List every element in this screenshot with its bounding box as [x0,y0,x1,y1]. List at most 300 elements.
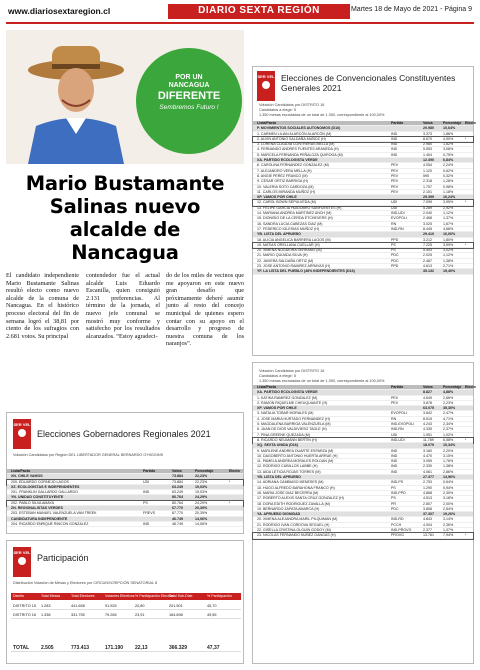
table-cell: PEV [391,395,399,400]
table-cell: 35.132 [423,269,434,274]
table-cell: 3. LORENA CLAUDIA CONTRERAS MELLA (M) [257,142,335,147]
table-cell: XN. CHILE VAMOS [11,474,43,479]
table-cell: 2,20% [443,448,454,453]
table-cell: * [465,136,467,141]
card-meta: Votación Candidatos por DISTRITO 16 Candidatos a elegir: 5 1.350 mesas escrutadas de un total de 1.350, correspondiente al 100,00% [259,103,385,117]
table-cell: 27.377 [423,475,434,480]
table-cell: 4.868 [423,490,432,495]
table-cell: 202. PABLO SILVA AMAYA [11,500,55,505]
table-cell: XA. PARTIDO ECOLOGISTA VERDE [257,390,318,395]
table-cell: 1. KATIKA RAMIREZ GONZALEZ (M) [257,395,318,400]
table-cell: 2,36% [443,522,454,527]
column-header: Lista/Pacto [257,385,277,389]
table-cell: IND-EVOPOLI [391,422,415,427]
table-cell: % Participación Efectiva [135,594,174,598]
campaign-slogan [144,74,234,112]
servel-logo: SER VEL [13,547,31,577]
table-cell: 5. MARCELA FERNANDA PEÑALOZA QUIROGA (M) [257,152,343,157]
table-cell: 1. CARMEN LILIAN ALARCÓN ALARCÓN (M) [257,131,332,136]
table-cell: 67.770 [172,506,183,511]
table-cell: IND-UDI [391,437,405,442]
title-line: Nancagua [71,241,179,264]
table-cell: 331.755 [71,613,85,617]
site-url[interactable]: www.diariosextaregion.cl [8,6,111,16]
table-cell: PDC [391,253,399,258]
table-cell: 2.980 [423,142,432,147]
table-cell: EVOPOLI [391,411,407,416]
table-cell: 16. MARIA JOSE DIAZ BECERRA (M) [257,490,319,495]
table-cell: 63.075 [423,406,434,411]
table-cell: 2.377 [423,528,432,533]
table-cell: 2,00% [443,501,454,506]
table-cell: 22,23% [195,474,208,479]
table-cell: 6. CAROLINA FERNANDEZ GONZALEZ (M) [257,163,329,168]
table-cell: 0,64% [443,480,454,485]
table-cell: 1.290 [423,485,432,490]
table-cell: IND [391,459,398,464]
table-cell: 5. MAGDALENA BARRIGA VALENZUELA (M) [257,422,331,427]
table-cell: 3,14% [443,517,454,522]
table-cell: 2,37% [443,427,454,432]
table-cell: * [465,200,467,205]
table-cell: 47,37 [207,645,220,651]
column-header: Porcentaje [443,385,462,389]
column-header: Electo [465,121,476,125]
table-cell: 8.445 [423,226,432,231]
table-cell: 1,02% [443,432,454,437]
table-cell: 2,34% [443,422,454,427]
table-cell: IND [391,464,398,469]
table-cell: 4.339 [423,427,432,432]
servel-logo: SER VEL [13,419,31,449]
table-cell: 0,32% [443,173,454,178]
table-row [11,603,241,610]
column-header: Partido [143,469,156,473]
table-cell: 29.410 [423,232,434,237]
table-cell: Total Sub-Distr. [169,594,194,598]
card-title: Elecciones Gobernadores Regionales 2021 [37,429,211,439]
table-cell: PCCH [391,522,402,527]
table-cell: PDC [391,506,399,511]
table-cell: 22,13 [135,645,148,651]
results-table [253,121,476,275]
table-cell: 45,70 [207,604,217,608]
table-cell: PPD [391,237,399,242]
table-cell: 80.764 [172,495,183,500]
table-cell: PR [391,501,396,506]
table-cell: PEV [391,400,399,405]
article-column-1: El candidato independiente Mario Bustamante Salinas resultó electo como nuevo alcalde de la comuna de Nancagua. En el histórico proceso electoral del fin de semana logró el 38,81 por ciento de los sufragios con 2.681 votos. Su principal [6,272,79,340]
table-cell: 7.099 [423,200,432,205]
table-cell: 11.789 [423,437,434,442]
column-header: Votos [423,385,433,389]
table-cell: 2,23% [443,400,454,405]
table-cell: 203. ESTEBAN MANUEL VALENZUELA VAN TREEK [11,511,97,516]
table-cell: Votantes Efectivos [105,594,135,598]
results-card-participacion [6,540,244,664]
table-cell: 2,66% [443,395,454,400]
table-cell: 1,37% [443,528,454,533]
table-cell: 2.487 [423,258,432,263]
table-row [253,533,473,538]
table-cell: 3,99% [443,242,454,247]
table-cell: 1,18% [443,189,454,194]
table-cell: 80.764 [172,500,183,505]
pact-row [253,269,473,274]
table-cell: 10. VALERIA SOTO CARDOZA (M) [257,184,314,189]
table-cell: PS [391,248,396,253]
table-row [7,522,243,527]
table-cell: 46.749 [172,521,183,526]
table-cell: Distrito [13,594,25,598]
table-cell: 1,38% [443,258,454,263]
table-cell: 37.307 [423,512,434,517]
results-table [7,469,243,527]
table-cell: % Participación [207,594,232,598]
table-cell: 2.807 [423,501,432,506]
table-cell: 6,58% [443,437,454,442]
table-cell: PEV [391,189,399,194]
table-cell: 19,03% [195,490,208,495]
masthead-name: DIARIO SEXTA REGIÓN [198,5,320,16]
table-cell: 2,47% [443,411,454,416]
table-cell: 24,29% [195,495,208,500]
table-cell: ZN. REGIONALISTAS VERDES [11,506,63,511]
table-cell: YB. LISTA DEL APRUEBO [257,232,301,237]
results-card-gobernadores [6,412,244,534]
table-cell: 20,39% [195,506,208,511]
table-cell: IND [391,469,398,474]
table-cell: 12. CAROL BOWN SEPULVEDA (M) [257,200,316,205]
column-header: Porcentaje [195,469,214,473]
table-cell: 2.025 [423,253,432,258]
table-cell: 0,62% [443,168,454,173]
table-cell: 4. FERNANDO ANDRES FUENTES ARANEDA (H) [257,147,339,152]
table-cell: 5.493 [423,248,432,253]
table-cell: 3,18% [443,496,454,501]
table-cell: IND-RD [391,517,404,522]
table-cell: 23. JOSE ANTONIO RAMIREZ ARRAYAS (H) [257,264,331,269]
table-cell: DISTRITO 15 [13,604,36,608]
column-header: Lista/Pacto [257,121,277,125]
table-cell: 2. ALVIN ANTONIO SALDAÑA MUÑOZ (H) [257,136,326,141]
column-header: Votos [423,121,433,125]
table-cell: 4.054 [423,163,432,168]
table-cell: UDI [391,432,398,437]
table-cell: 7.225 [423,242,432,247]
table-cell: 14. ADRIANA CAMBIASO MENESES (M) [257,480,324,485]
table-cell: 2. RAMON RIQUELME CHEUQUIANTE (H) [257,400,328,405]
table-cell: 4.843 [423,517,432,522]
table-cell: 10. DAGOBERTO ANTONIO HUERTA ARRUE (H) [257,453,338,458]
table-cell: IND [391,147,398,152]
table-cell: 23. NICOLAS FERNANDO NUÑEZ GANGAS (H) [257,533,336,538]
column-header: Electo [465,385,476,389]
table-cell: 595 [423,173,429,178]
table-cell: 35,30% [443,406,456,411]
table-cell: 0,94% [443,485,454,490]
results-table [253,385,476,539]
table-cell: 4.004 [423,522,432,527]
table-cell: 14. MARIANA ANDREA MARTINEZ ANCH (M) [257,211,332,216]
table-cell: PDC [391,258,399,263]
table-cell: 3,15% [443,453,454,458]
table-cell: 15. HUGO ALFREDO BARAHONA FRANCO (H) [257,485,335,490]
table-cell: 12.390 [423,158,434,163]
table-cell: 15. DIONISIO DE LA CERDA ETCHEVERS (H) [257,216,333,221]
table-cell: PEV [391,179,399,184]
table-cell: TOTAL [13,645,30,651]
table-cell: 20.980 [423,126,434,131]
table-cell: 2.318 [423,179,432,184]
table-cell: 22. GISELLA CRISTINA OLGUIN GODOY (M) [257,528,331,533]
table-cell: IND-RN [391,226,404,231]
table-cell: IND-PROVG [391,528,412,533]
table-cell: 21. RODRIGO IVAN CORDOVA SEGUEL (H) [257,522,330,527]
table-cell: P. MOVIMIENTOS SOCIALES AUTONOMOS (D16) [257,126,341,131]
table-cell: 18. DORA EDITH RODRIGUEZ ZAVALLA (M) [257,501,330,506]
table-cell: * [465,533,467,538]
table-cell: DISTRITO 16 [13,613,36,617]
slogan-line-1: POR UN [175,74,203,81]
table-cell: 7,94% [443,533,454,538]
table-cell: 0,98% [443,184,454,189]
table-cell: 1,38% [443,464,454,469]
table-cell: 8. RICARDO NEUMANN BERTIN (H) [257,437,317,442]
table-cell: 14,06% [195,521,208,526]
page-date: Martes 18 de Mayo de 2021 - Página 9 [350,6,472,13]
table-cell: 2,86% [443,469,454,474]
card-meta: Votación Candidatos por DISTRITO 16 Candidatos a elegir: 5 1.350 mesas escrutadas de un total de 1.350, correspondiente al 100,00% [259,369,385,383]
table-cell: 4,66% [443,226,454,231]
column-header: Votos [172,469,182,473]
table-cell: 3.025 [423,221,432,226]
table-cell: 7. ALEJANDRO VERA MELLA (H) [257,168,312,173]
table-cell: 8.670 [423,136,432,141]
table-cell: 24,29% [195,500,208,505]
table-cell: 4. JOSE MARIA HURTADO FERNANDEZ (H) [257,416,330,421]
table-cell: 10,64% [443,126,456,131]
table-cell: 3,08% [443,147,454,152]
table-cell: 19. BERNARDO ZAPATA AMARCA (H) [257,506,320,511]
table-cell: 19,26% [443,512,456,517]
table-cell: 29.399 [423,195,434,200]
table-row [11,612,241,619]
table-cell: 2.505 [41,645,54,651]
table-cell: 4.613 [423,264,432,269]
table-cell: CANDIDATURA INDEPENDIENTE [11,516,68,521]
table-cell: 1.951 [423,432,432,437]
table-cell: 79.265 [105,613,117,617]
table-cell: IND [143,490,150,495]
table-cell: 1,12% [443,253,454,258]
table-cell: PEV [391,163,399,168]
table-cell: 1,67% [443,221,454,226]
table-cell: 2,24% [443,163,454,168]
table-cell: 13. FELIPE GARCIA HUIDOBRO SANFUENTES (H) [257,205,342,210]
table-cell: 13. AIDA LETICIA ROJAS TORRES (M) [257,469,321,474]
table-cell: 1,80% [443,237,454,242]
table-cell: 10,34% [443,443,456,448]
table-header [11,593,241,600]
table-cell: 1,86% [443,131,454,136]
table-cell: IND [391,131,398,136]
table-cell: 17. ROBERTO ALEXIS SANTA CRUZ GONZALEZ (H) [257,496,344,501]
title-line: Salinas nuevo [49,195,201,218]
card-title: Elecciones de Convencionales Constituyentes Generales 2021 [281,73,456,93]
table-cell: 3.212 [423,237,432,242]
table-cell: 6. JUAN DE DIOS VALDIVIESO TAGLE (H) [257,427,327,432]
table-cell: 201. FRANKLIN GALLARDO GALLARDO [11,490,78,495]
slogan-line-4: Sembremos Futuro ! [159,104,219,111]
table-cell: 20. XIMENA NOGUEIRA SERRANO (M) [257,248,322,253]
results-card-constituyentes-2 [252,362,474,664]
table-cell: 1,62% [443,142,454,147]
table-cell: PROVG [391,533,404,538]
table-cell: 14,06% [195,516,208,521]
table-cell: 4.061 [423,469,432,474]
table-cell: 18.079 [423,443,434,448]
table-cell: 49,55 [207,613,217,617]
candidate-photo [6,30,244,164]
column-header: Partido [391,385,404,389]
table-cell: * [465,437,467,442]
table-cell: 4.470 [423,453,432,458]
table-cell: 200. EDUARDO CORNEJO LAGOS [11,479,69,484]
table-cell: PEV [391,168,399,173]
table-cell: 12. RODRIGO CUBILLOS LABBE (H) [257,464,318,469]
table-cell: 73.884 [172,479,183,484]
table-cell: 21. MARIO QUIJADA SILVA (H) [257,253,308,258]
table-cell: 16. SANDRA LUCIA CABEZAS DIAZ (M) [257,221,323,226]
table-cell: 67.770 [172,511,183,516]
table-cell: 4,90% [443,136,454,141]
table-cell: UDI [143,479,150,484]
title-line: Mario Bustamante [25,172,225,195]
table-cell: 171.190 [105,645,124,651]
table-cell: 1.757 [423,184,432,189]
table-cell: 5.289 [423,205,432,210]
table-cell: 164.698 [169,613,183,617]
table-cell: 8. ANGIE PEREZ FRANCO (M) [257,173,308,178]
table-cell: IND-PPD [391,490,406,495]
table-cell: Total Mesas [41,594,61,598]
table-cell: YN. UNIDAD CONSTITUYENTE [11,495,64,500]
table-cell: 4.243 [423,422,432,427]
table-cell: PEV [391,184,399,189]
table-cell: IND [391,136,398,141]
table-cell: 7. PINA GREENE QUEZADA (M) [257,432,310,437]
table-cell: 2.040 [423,211,432,216]
results-card-constituyentes [252,66,474,356]
table-cell: 1.338 [41,613,51,617]
table-cell: 3.842 [423,411,432,416]
table-cell: 1.283 [41,604,51,608]
table-cell: 9. MARLENE ANDREA DUARTE ESPARZA (M) [257,448,334,453]
table-cell: 2.753 [423,480,432,485]
table-cell: 18. ALICIA ANGELICA BARRERA LAGOS (M) [257,237,331,242]
column-header: Electo [229,469,240,473]
table-cell: 13.761 [423,533,434,538]
table-cell: IND-PS [391,480,404,485]
table-cell: 19,03% [195,484,208,489]
table-cell: 11. PAMELA ANDREA MORALES ROLDAN (M) [257,459,334,464]
table-cell: 3.878 [423,400,432,405]
table-cell: 91.925 [105,604,117,608]
table-cell: 3.373 [423,131,432,136]
table-cell: 23,91 [135,613,145,617]
table-cell: 4.649 [423,395,432,400]
table-cell: 1,37% [443,216,454,221]
table-cell: UDI [391,205,398,210]
table-cell: 16,24% [443,195,456,200]
table-cell: 201.501 [169,604,183,608]
table-cell: 22. JAVIERA SALDAÑA ORTIZ (M) [257,258,314,263]
table-cell: UDI [391,200,398,205]
table-cell: XP. VAMOS POR CHILE [257,195,297,200]
table-cell: EVOPOLI [391,216,407,221]
table-cell: 3,95% [443,200,454,205]
slogan-line-2: NANCAGUA [168,82,210,89]
article-title [6,172,244,264]
table-cell: IND [391,142,398,147]
table-cell: 4,71% [443,416,454,421]
table-cell: 1,12% [443,211,454,216]
table-cell: IND-UDI [391,211,405,216]
table-cell: Total Electores [71,594,95,598]
table-cell: 14,96% [443,475,456,480]
table-cell: 19. MATIAS ORELLANA CUELLAR (H) [257,242,320,247]
table-cell: PS [391,496,396,501]
table-cell: 441.658 [71,604,85,608]
title-line: alcalde de [69,218,181,241]
table-cell: 46.749 [172,516,183,521]
table-cell: YA. APRUEBO DIGNIDAD [257,512,301,517]
article-column-3: do de los miles de vecinos que me apoyaron en este nuevo gran desafío que próximamente deberé asumir junto al resto del concejo municipal de quienes espero contar con su apoyo en el desarrollo y progreso de nuestra comuna de los naranjos”. [166,272,244,348]
table-cell: 3.059 [423,459,432,464]
article-column-2: contendedor fue el actual alcalde Luis Eduardo Escanilla, quien consiguió 2.131 preferencias. Al término de la jornada, el nuevo jefe comunal se mostró muy conforme y satisfecho por los resultados alcanzados. “Estoy agradeci- [86,272,160,340]
table-cell: 2,54% [443,506,454,511]
table-cell: 9. CESAR ORTIZ BARRIGA (H) [257,179,309,184]
table-cell: 16,00% [443,232,456,237]
table-cell: PS [143,500,148,505]
table-cell: XA. PARTIDO ECOLOGISTA VERDE [257,158,318,163]
table-cell: 5.553 [423,147,432,152]
column-header: Lista/Pacto [11,469,31,473]
table-cell: PEV [391,173,399,178]
table-cell: * [229,479,231,484]
table-cell: 6,84% [443,158,454,163]
table-cell: RN [391,416,397,421]
table-cell: 3,02% [443,248,454,253]
table-cell: YF. LA LISTA DEL PUEBLO (48% INDEPENDIENTES (D16) [257,269,355,274]
card-meta: Votación Candidatos por Región DEL LIBERTADOR GENERAL BERNARDO O'HIGGINS [13,453,164,457]
table-cell: 0,75% [443,152,454,157]
table-cell: 19,40% [443,269,456,274]
table-cell: IND [391,448,398,453]
servel-logo: SER VEL [257,71,275,101]
table-cell: 4,88% [443,390,454,395]
table-cell: PS [391,242,396,247]
table-cell: 63.249 [172,490,183,495]
table-cell: 3.160 [423,448,432,453]
table-cell: 11. CARLOS MIRANDA MUÑOZ (H) [257,189,316,194]
table-cell: 2.468 [423,216,432,221]
table-cell: 204. RICARDO ENRIQUE RINCON GONZALEZ [11,521,89,526]
slogan-line-3: DIFERENTE [157,90,221,102]
table-cell: XP. VAMOS POR CHILE [257,406,297,411]
column-header: Partido [391,121,404,125]
